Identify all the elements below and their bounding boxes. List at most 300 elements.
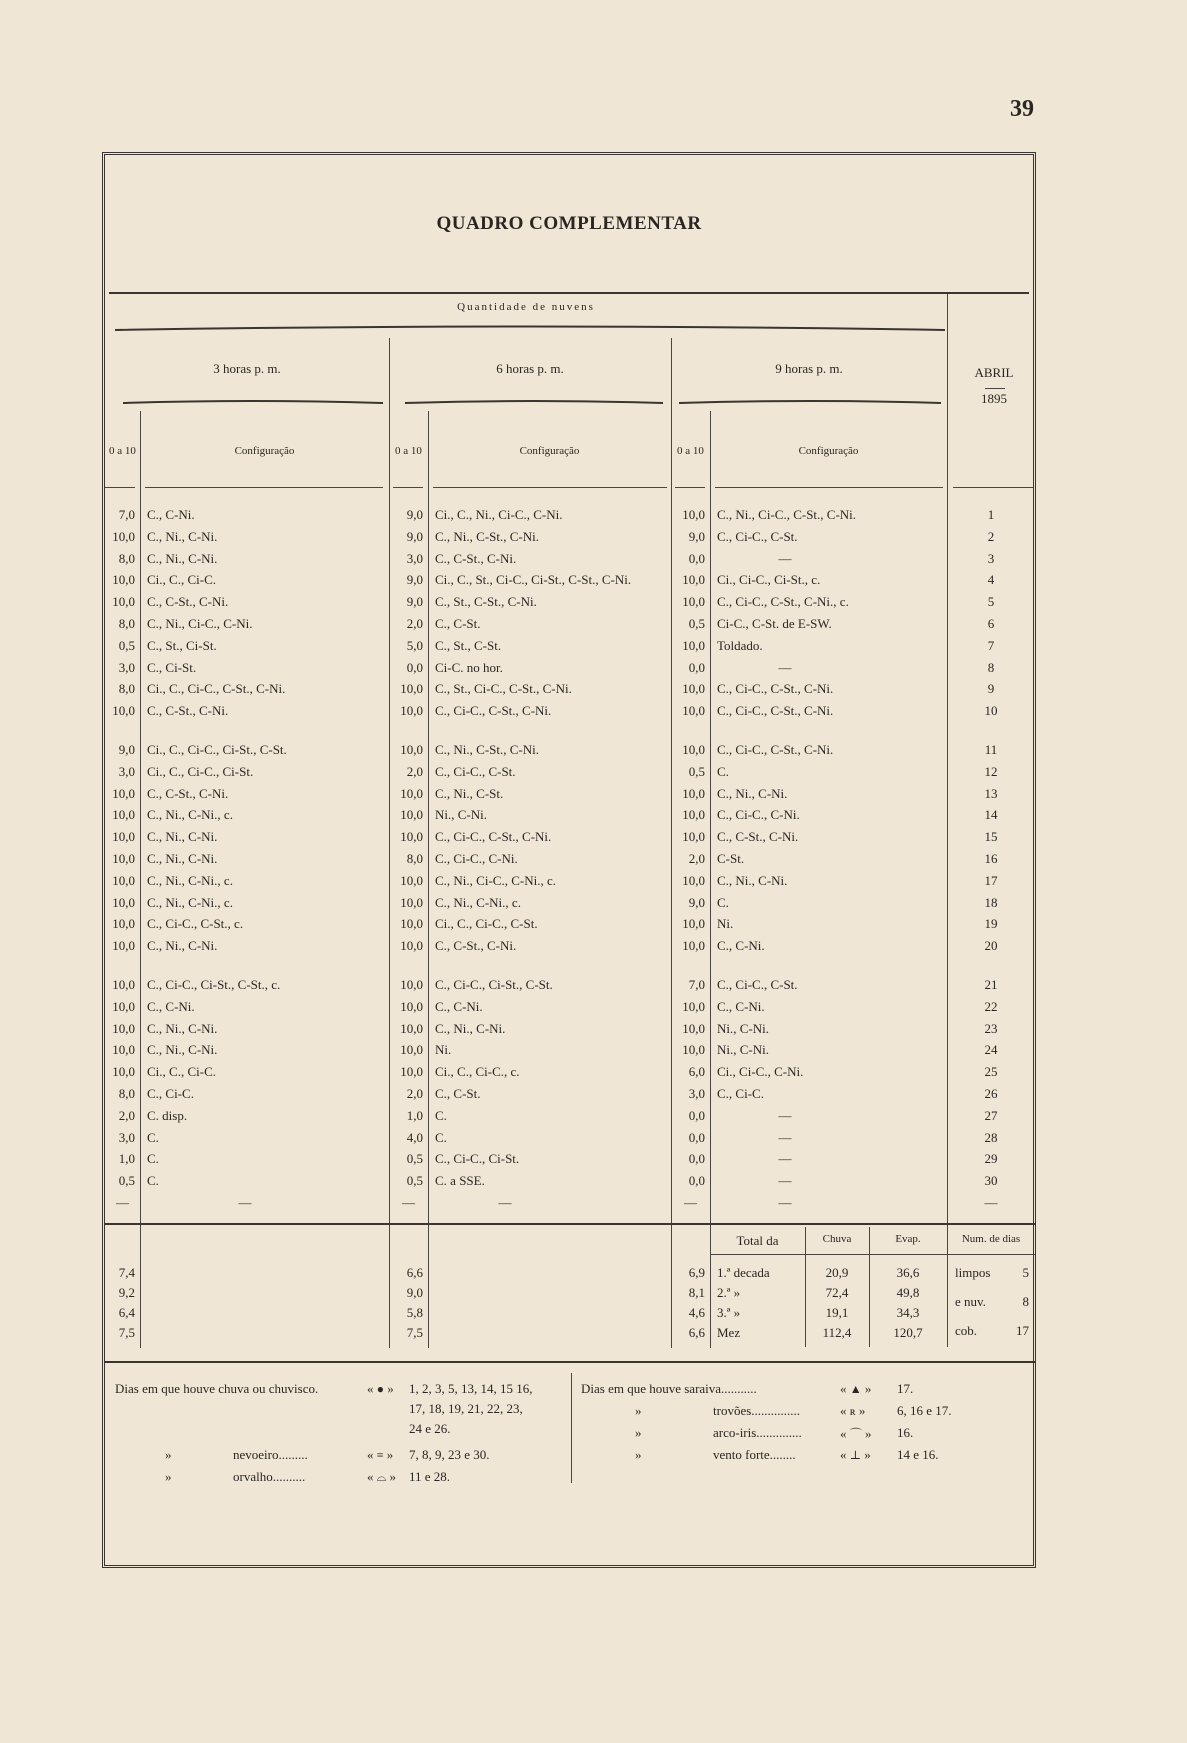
cloud-value-6pm: 9,0 <box>406 572 423 588</box>
cloud-value-6pm: 10,0 <box>400 1042 423 1058</box>
saraiva-label: Dias em que houve saraiva........... <box>581 1381 757 1396</box>
subheader-rule-2 <box>145 487 383 488</box>
cloud-value-9pm: 10,0 <box>682 807 705 823</box>
cloud-config-3pm: C., Ni., C-Ni., c. <box>147 807 233 823</box>
cloud-value-3pm: 0,5 <box>118 637 135 653</box>
ditto-mark: » <box>635 1425 642 1440</box>
year-label: 1895 <box>981 391 1007 406</box>
mean-3pm: 9,2 <box>118 1285 135 1300</box>
ditto-mark: » <box>635 1403 642 1418</box>
chuva-header: Chuva <box>822 1233 852 1245</box>
trovoes-days: 6, 16 e 17. <box>897 1403 952 1418</box>
cloud-value-6pm: 2,0 <box>406 1086 423 1101</box>
table-frame <box>102 152 1036 1568</box>
cloud-config-6pm: C., Ci-C., C-Ni. <box>435 851 518 866</box>
cloud-value-6pm: 10,0 <box>400 742 423 757</box>
day-number: 16 <box>984 851 998 866</box>
num-dias-value: 17 <box>1016 1323 1029 1338</box>
cloud-config-9pm: C., Ci-C., C-St. <box>717 977 798 992</box>
cloud-value-9pm: 0,5 <box>688 763 705 779</box>
evap-value: 49,8 <box>896 1285 920 1300</box>
cloud-value-9pm: 10,0 <box>682 507 705 522</box>
cloud-config-9pm: — <box>778 659 792 675</box>
period-label: 2.ª » <box>717 1285 741 1300</box>
cloud-value-9pm: 0,0 <box>688 1107 705 1123</box>
cloud-value-6pm: 10,0 <box>400 977 423 992</box>
cloud-config-6pm: C., C-St. <box>435 1086 481 1101</box>
cloud-config-3pm: Ci., C., Ci-C., C-St., C-Ni. <box>147 681 286 697</box>
cloud-config-3pm: C., Ci-C., Ci-St., C-St., c. <box>147 977 281 992</box>
day-number: 7 <box>987 637 995 653</box>
cloud-value-3pm: 1,0 <box>118 1151 135 1167</box>
mean-3pm: 7,5 <box>118 1325 135 1340</box>
cloud-value-3pm: 10,0 <box>112 998 135 1014</box>
cloud-config-9pm: C., C-Ni. <box>717 998 765 1014</box>
cloud-value-9pm: 10,0 <box>682 594 705 610</box>
cloud-value-6pm: 10,0 <box>400 681 423 697</box>
cloud-config-6pm: C., St., C-St. <box>435 637 502 653</box>
footer-divider <box>571 1373 572 1483</box>
day-number: 30 <box>984 1173 998 1189</box>
cloud-config-9pm: Ni., C-Ni. <box>717 1020 769 1036</box>
fog-symbol: « ≡ » <box>367 1447 394 1462</box>
cloud-config-9pm: C., Ni., Ci-C., C-St., C-Ni. <box>717 507 857 522</box>
end-dash: — <box>498 1195 512 1210</box>
cloud-value-9pm: 9,0 <box>688 894 705 910</box>
chuva-days-3: 24 e 26. <box>409 1421 451 1436</box>
num-dias-value: 5 <box>1022 1265 1029 1280</box>
scale-divider-2 <box>428 411 429 1348</box>
cloud-config-3pm: Ci., C., Ci-C., Ci-St. <box>147 763 254 779</box>
nevoeiro-days: 7, 8, 9, 23 e 30. <box>409 1447 490 1462</box>
dew-symbol: « ⌓ » <box>367 1469 396 1484</box>
cloud-value-3pm: 8,0 <box>118 550 135 566</box>
arco-days: 16. <box>897 1425 914 1440</box>
cloud-value-9pm: 10,0 <box>682 681 705 697</box>
orvalho-label: orvalho.......... <box>233 1469 306 1484</box>
cloud-config-3pm: C. <box>147 1129 159 1145</box>
period-3pm-label: 3 horas p. m. <box>213 361 281 376</box>
num-dias-label: limpos <box>955 1265 991 1280</box>
cloud-config-6pm: C., Ci-C., Ci-St. <box>435 1151 520 1167</box>
cloud-config-9pm: Ci., Ci-C., Ci-St., c. <box>717 572 821 588</box>
num-dias-value: 8 <box>1022 1294 1029 1309</box>
cloud-config-3pm: C. <box>147 1173 159 1189</box>
cloud-value-9pm: 10,0 <box>682 703 705 719</box>
vento-label: vento forte........ <box>713 1447 796 1462</box>
cloud-value-6pm: 0,5 <box>406 1173 423 1189</box>
cloud-value-6pm: 5,0 <box>406 637 423 653</box>
day-number: 12 <box>984 763 998 779</box>
evap-value: 36,6 <box>896 1265 920 1280</box>
cloud-value-3pm: 10,0 <box>112 851 135 866</box>
orvalho-days: 11 e 28. <box>409 1469 451 1484</box>
cloud-value-3pm: 9,0 <box>118 742 135 757</box>
cloud-config-3pm: C., C-St., C-Ni. <box>147 785 229 801</box>
mean-9pm: 6,6 <box>688 1325 705 1340</box>
day-number: 6 <box>987 616 995 631</box>
summary-header-rule <box>710 1254 1035 1255</box>
saraiva-days: 17. <box>897 1381 914 1396</box>
cloud-value-3pm: 10,0 <box>112 703 135 719</box>
cloud-value-9pm: 10,0 <box>682 872 705 888</box>
cloud-config-6pm: C., Ci-C., C-St. <box>435 763 516 779</box>
cloud-value-3pm: 3,0 <box>118 763 135 779</box>
cloud-value-9pm: 10,0 <box>682 1020 705 1036</box>
cloud-value-9pm: 0,5 <box>688 616 705 631</box>
scale-divider-3 <box>710 411 711 1348</box>
cloud-value-3pm: 10,0 <box>112 829 135 845</box>
mean-9pm: 6,9 <box>688 1265 705 1280</box>
cloud-value-6pm: 0,5 <box>406 1151 423 1167</box>
cloud-config-6pm: C., C-Ni. <box>435 998 483 1014</box>
day-number: 4 <box>987 572 995 588</box>
cloud-value-6pm: 9,0 <box>406 594 423 610</box>
thunder-icon: ʀ <box>849 1404 856 1418</box>
config-header-3pm: Configuração <box>234 445 295 457</box>
cloud-config-6pm: Ni., C-Ni. <box>435 807 487 823</box>
cloud-value-6pm: 10,0 <box>400 1020 423 1036</box>
cloud-config-9pm: C., Ci-C., C-Ni. <box>717 807 800 823</box>
chuva-value: 112,4 <box>822 1325 852 1340</box>
cloud-config-3pm: C., Ni., C-Ni. <box>147 1020 218 1036</box>
cloud-config-9pm: Ci., Ci-C., C-Ni. <box>717 1064 804 1080</box>
mean-3pm: 7,4 <box>118 1265 135 1280</box>
mean-3pm: 6,4 <box>118 1305 135 1320</box>
cloud-value-6pm: 10,0 <box>400 894 423 910</box>
cloud-config-9pm: C., Ni., C-Ni. <box>717 785 788 801</box>
cloud-config-3pm: Ci., C., Ci-C., Ci-St., C-St. <box>147 742 287 757</box>
cloud-config-9pm: C., Ci-C. <box>717 1086 764 1101</box>
cloud-config-6pm: C., Ni., C-St. <box>435 785 504 801</box>
cloud-value-9pm: 10,0 <box>682 572 705 588</box>
cloud-config-6pm: Ci-C. no hor. <box>435 659 503 675</box>
day-number: 2 <box>987 528 995 544</box>
cloud-config-3pm: C., Ni., C-Ni. <box>147 938 218 954</box>
cloud-config-9pm: — <box>778 550 792 566</box>
cloud-value-9pm: 0,0 <box>688 1129 705 1145</box>
thunder-symbol: « ʀ » <box>840 1403 866 1418</box>
cloud-config-6pm: C., St., C-St., C-Ni. <box>435 594 537 610</box>
cloud-config-9pm: — <box>778 1173 792 1189</box>
num-dias-label: e nuv. <box>955 1294 986 1309</box>
cloud-config-3pm: C., Ni., C-Ni., c. <box>147 872 233 888</box>
summary-rule <box>105 1223 1035 1225</box>
cloud-value-3pm: 10,0 <box>112 894 135 910</box>
ditto-mark: » <box>165 1447 172 1462</box>
cloud-value-6pm: 10,0 <box>400 703 423 719</box>
cloud-value-3pm: 0,5 <box>118 1173 135 1189</box>
day-number: 26 <box>984 1086 998 1101</box>
cloud-config-6pm: Ci., C., Ni., Ci-C., C-Ni. <box>435 507 563 522</box>
cloud-value-3pm: 10,0 <box>112 1042 135 1058</box>
chuva-value: 19,1 <box>825 1305 849 1320</box>
cloud-value-6pm: 0,0 <box>406 659 423 675</box>
cloud-config-9pm: Ni. <box>717 916 734 932</box>
cloud-value-6pm: 2,0 <box>406 616 423 631</box>
cloud-config-3pm: C., Ni., C-Ni. <box>147 1042 218 1058</box>
cloud-config-6pm: Ci., C., Ci-C., C-St. <box>435 916 538 932</box>
cloud-config-3pm: C., St., Ci-St. <box>147 637 217 653</box>
cloud-config-3pm: C., C-Ni. <box>147 507 195 522</box>
chuva-label: Dias em que houve chuva ou chuvisco. <box>115 1381 319 1396</box>
dew-icon: ⌓ <box>376 1470 387 1484</box>
vento-days: 14 e 16. <box>897 1447 939 1462</box>
num-dias-label: cob. <box>955 1323 978 1338</box>
cloud-value-3pm: 8,0 <box>118 616 135 631</box>
cloud-config-6pm: C. <box>435 1107 447 1123</box>
day-number: 8 <box>987 659 995 675</box>
cloud-value-3pm: 8,0 <box>118 1086 135 1101</box>
end-dash: — <box>238 1195 252 1210</box>
cloud-value-6pm: 1,0 <box>406 1107 423 1123</box>
page-title: QUADRO COMPLEMENTAR <box>436 213 702 234</box>
cloud-value-3pm: 2,0 <box>118 1107 135 1123</box>
cloud-value-3pm: 10,0 <box>112 572 135 588</box>
cloud-config-9pm: Toldado. <box>717 637 763 653</box>
cloud-config-6pm: C., Ni., C-Ni. <box>435 1020 506 1036</box>
evap-value: 120,7 <box>893 1325 923 1340</box>
evap-header: Evap. <box>895 1233 921 1245</box>
period-6pm-rule <box>405 399 663 407</box>
cloud-config-9pm: C., Ci-C., C-St., C-Ni. <box>717 703 834 719</box>
period-label: 1.ª decada <box>717 1265 770 1280</box>
day-number: 17 <box>984 872 998 888</box>
mean-6pm: 5,8 <box>406 1305 423 1320</box>
cloud-config-6pm: C., Ci-C., C-St., C-Ni. <box>435 703 552 719</box>
day-number: 25 <box>984 1064 998 1080</box>
cloud-config-9pm: — <box>778 1129 792 1145</box>
summary-divider-3 <box>947 1227 948 1347</box>
cloud-config-6pm: Ci., C., St., Ci-C., Ci-St., C-St., C-Ni. <box>435 572 632 588</box>
cloud-value-9pm: 7,0 <box>688 977 705 992</box>
cloud-config-6pm: C., C-St. <box>435 616 481 631</box>
arco-label: arco-iris.............. <box>713 1425 802 1440</box>
end-dash: — <box>116 1195 129 1210</box>
cloud-config-3pm: C., Ni., Ci-C., C-Ni. <box>147 616 253 631</box>
scale-header-3pm: 0 a 10 <box>109 445 136 457</box>
subheader-rule-7 <box>953 487 1033 488</box>
day-number: 10 <box>984 703 998 719</box>
day-number: 18 <box>984 894 998 910</box>
hail-symbol: « ▲ » <box>840 1381 872 1396</box>
period-label: Mez <box>717 1325 741 1340</box>
cloud-config-3pm: C. <box>147 1151 159 1167</box>
trovoes-label: trovões............... <box>713 1403 801 1418</box>
mean-6pm: 7,5 <box>406 1325 423 1340</box>
day-number: 14 <box>984 807 998 823</box>
period-label: 3.ª » <box>717 1305 741 1320</box>
cloud-value-3pm: 3,0 <box>118 659 135 675</box>
end-dash: — <box>402 1195 415 1210</box>
cloud-value-9pm: 10,0 <box>682 785 705 801</box>
cloud-config-6pm: C. a SSE. <box>435 1173 485 1189</box>
cloud-config-6pm: C., C-St., C-Ni. <box>435 938 517 954</box>
day-number: 24 <box>984 1042 998 1058</box>
hail-icon: ▲ <box>849 1382 862 1396</box>
day-number: 21 <box>984 977 998 992</box>
cloud-config-6pm: C., C-St., C-Ni. <box>435 550 517 566</box>
cloud-config-9pm: — <box>778 1107 792 1123</box>
period-9pm-rule <box>679 399 941 407</box>
total-header: Total da <box>736 1233 779 1248</box>
cloud-config-6pm: C., Ni., C-St., C-Ni. <box>435 528 540 544</box>
period-3pm-rule <box>123 399 383 407</box>
cloud-config-9pm: C., Ni., C-Ni. <box>717 872 788 888</box>
mean-9pm: 4,6 <box>688 1305 705 1320</box>
cloud-config-9pm: Ni., C-Ni. <box>717 1042 769 1058</box>
day-number: 13 <box>984 785 998 801</box>
cloud-config-9pm: C. <box>717 894 729 910</box>
cloud-config-3pm: C., Ni., C-Ni. <box>147 851 218 866</box>
cloud-value-9pm: 0,0 <box>688 659 705 675</box>
cloud-value-3pm: 10,0 <box>112 872 135 888</box>
cloud-value-3pm: 7,0 <box>118 507 135 522</box>
cloud-config-9pm: C., Ci-C., C-St. <box>717 528 798 544</box>
day-number: 5 <box>987 594 995 610</box>
chuva-value: 20,9 <box>825 1265 849 1280</box>
day-number: 28 <box>984 1129 998 1145</box>
cloud-config-6pm: C. <box>435 1129 447 1145</box>
cloud-value-9pm: 10,0 <box>682 829 705 845</box>
cloud-value-9pm: 3,0 <box>688 1086 705 1101</box>
cloud-config-3pm: Ci., C., Ci-C. <box>147 572 216 588</box>
cloud-config-3pm: C., Ni., C-Ni. <box>147 829 218 845</box>
cloud-config-3pm: C., Ni., C-Ni. <box>147 528 218 544</box>
cloud-value-9pm: 10,0 <box>682 938 705 954</box>
evap-value: 34,3 <box>896 1305 920 1320</box>
day-number: 9 <box>987 681 995 697</box>
cloud-config-3pm: C., Ci-C., C-St., c. <box>147 916 244 932</box>
cloud-value-6pm: 10,0 <box>400 829 423 845</box>
cloud-value-6pm: 10,0 <box>400 1064 423 1080</box>
cloud-value-6pm: 10,0 <box>400 998 423 1014</box>
config-header-9pm: Configuração <box>798 445 859 457</box>
cloud-config-3pm: C., C-Ni. <box>147 998 195 1014</box>
cloud-config-3pm: C. disp. <box>147 1107 188 1123</box>
config-header-6pm: Configuração <box>519 445 580 457</box>
scale-divider-1 <box>140 411 141 1348</box>
rainbow-symbol: « ⌒ » <box>840 1426 872 1441</box>
cloud-value-6pm: 9,0 <box>406 528 423 544</box>
day-number: 15 <box>984 829 998 845</box>
cloud-config-9pm: C-St. <box>717 851 745 866</box>
cloud-value-9pm: 0,0 <box>688 1173 705 1189</box>
cloud-value-3pm: 8,0 <box>118 681 135 697</box>
cloud-config-3pm: C., Ci-St. <box>147 659 197 675</box>
cloud-value-9pm: 10,0 <box>682 916 705 932</box>
scale-header-9pm: 0 a 10 <box>677 445 704 457</box>
header-rule <box>109 292 1029 294</box>
cloud-value-6pm: 8,0 <box>406 851 423 866</box>
cloud-config-3pm: C., Ni., C-Ni. <box>147 550 218 566</box>
cloud-config-3pm: C., Ni., C-Ni., c. <box>147 894 233 910</box>
cloud-config-3pm: C., Ci-C. <box>147 1086 194 1101</box>
subheader-rule-5 <box>675 487 705 488</box>
cloud-value-9pm: 10,0 <box>682 637 705 653</box>
day-number: 23 <box>984 1020 998 1036</box>
cloud-value-6pm: 2,0 <box>406 763 423 779</box>
cloud-value-9pm: 10,0 <box>682 742 705 757</box>
cloud-value-9pm: 0,0 <box>688 1151 705 1167</box>
day-number: 29 <box>984 1151 998 1167</box>
cloud-value-6pm: 4,0 <box>406 1129 423 1145</box>
mean-9pm: 8,1 <box>688 1285 705 1300</box>
page-number: 39 <box>1010 96 1034 122</box>
cloud-value-9pm: 10,0 <box>682 998 705 1014</box>
cloud-config-9pm: C., C-Ni. <box>717 938 765 954</box>
num-dias-header: Num. de dias <box>961 1233 1021 1245</box>
cloud-value-3pm: 3,0 <box>118 1129 135 1145</box>
cloud-value-3pm: 10,0 <box>112 1064 135 1080</box>
end-dash: — <box>684 1195 697 1210</box>
cloud-config-6pm: Ni. <box>435 1042 452 1058</box>
scale-header-6pm: 0 a 10 <box>395 445 422 457</box>
cloud-value-9pm: 0,0 <box>688 550 705 566</box>
cloud-config-9pm: Ci-C., C-St. de E-SW. <box>717 616 832 631</box>
rainbow-icon: ⌒ <box>849 1427 862 1441</box>
day-number: 3 <box>987 550 995 566</box>
chuva-days-2: 17, 18, 19, 21, 22, 23, <box>409 1401 523 1416</box>
cloud-value-6pm: 3,0 <box>406 550 423 566</box>
mean-6pm: 6,6 <box>406 1265 423 1280</box>
nevoeiro-label: nevoeiro......... <box>233 1447 308 1462</box>
cloud-config-6pm: C., Ni., C-St., C-Ni. <box>435 742 540 757</box>
cloud-config-6pm: Ci., C., Ci-C., c. <box>435 1064 520 1080</box>
cloud-value-6pm: 10,0 <box>400 938 423 954</box>
cloud-value-6pm: 10,0 <box>400 872 423 888</box>
brace-rule <box>115 325 945 335</box>
cloud-config-9pm: C. <box>717 763 729 779</box>
cloud-value-3pm: 10,0 <box>112 594 135 610</box>
end-dash: — <box>778 1195 792 1210</box>
chuva-days-1: 1, 2, 3, 5, 13, 14, 15 16, <box>409 1381 533 1396</box>
cloud-config-3pm: C., C-St., C-Ni. <box>147 594 229 610</box>
day-number: 11 <box>984 742 998 757</box>
cloud-config-6pm: C., St., Ci-C., C-St., C-Ni. <box>435 681 572 697</box>
cloud-value-9pm: 2,0 <box>688 851 705 866</box>
subheader-rule-3 <box>393 487 423 488</box>
cloud-value-3pm: 10,0 <box>112 977 135 992</box>
cloud-value-3pm: 10,0 <box>112 528 135 544</box>
subheader-rule-6 <box>715 487 943 488</box>
cloud-value-3pm: 10,0 <box>112 916 135 932</box>
cloud-value-3pm: 10,0 <box>112 785 135 801</box>
cloud-value-9pm: 9,0 <box>688 528 705 544</box>
end-dash: — <box>984 1195 998 1210</box>
cloud-config-6pm: C., Ci-C., Ci-St., C-St. <box>435 977 553 992</box>
subheader-rule-1 <box>105 487 135 488</box>
subheader-rule-4 <box>433 487 667 488</box>
ditto-mark: » <box>635 1447 642 1462</box>
cloud-value-9pm: 10,0 <box>682 1042 705 1058</box>
day-number: 19 <box>984 916 998 932</box>
cloud-config-9pm: C., Ci-C., C-St., C-Ni., c. <box>717 594 849 610</box>
period-6pm-label: 6 horas p. m. <box>496 361 564 376</box>
cloud-config-9pm: — <box>778 1151 792 1167</box>
cloud-value-3pm: 10,0 <box>112 1020 135 1036</box>
day-number: 1 <box>987 507 995 522</box>
cloud-config-6pm: C., Ni., Ci-C., C-Ni., c. <box>435 872 556 888</box>
cloud-config-3pm: Ci., C., Ci-C. <box>147 1064 216 1080</box>
fog-icon: ≡ <box>376 1448 384 1462</box>
mean-6pm: 9,0 <box>406 1285 423 1300</box>
cloud-value-6pm: 9,0 <box>406 507 423 522</box>
cloud-config-6pm: C., Ni., C-Ni., c. <box>435 894 521 910</box>
month-rule <box>985 388 1005 389</box>
wind-icon: ⊥ <box>849 1448 862 1462</box>
chuva-value: 72,4 <box>825 1285 849 1300</box>
